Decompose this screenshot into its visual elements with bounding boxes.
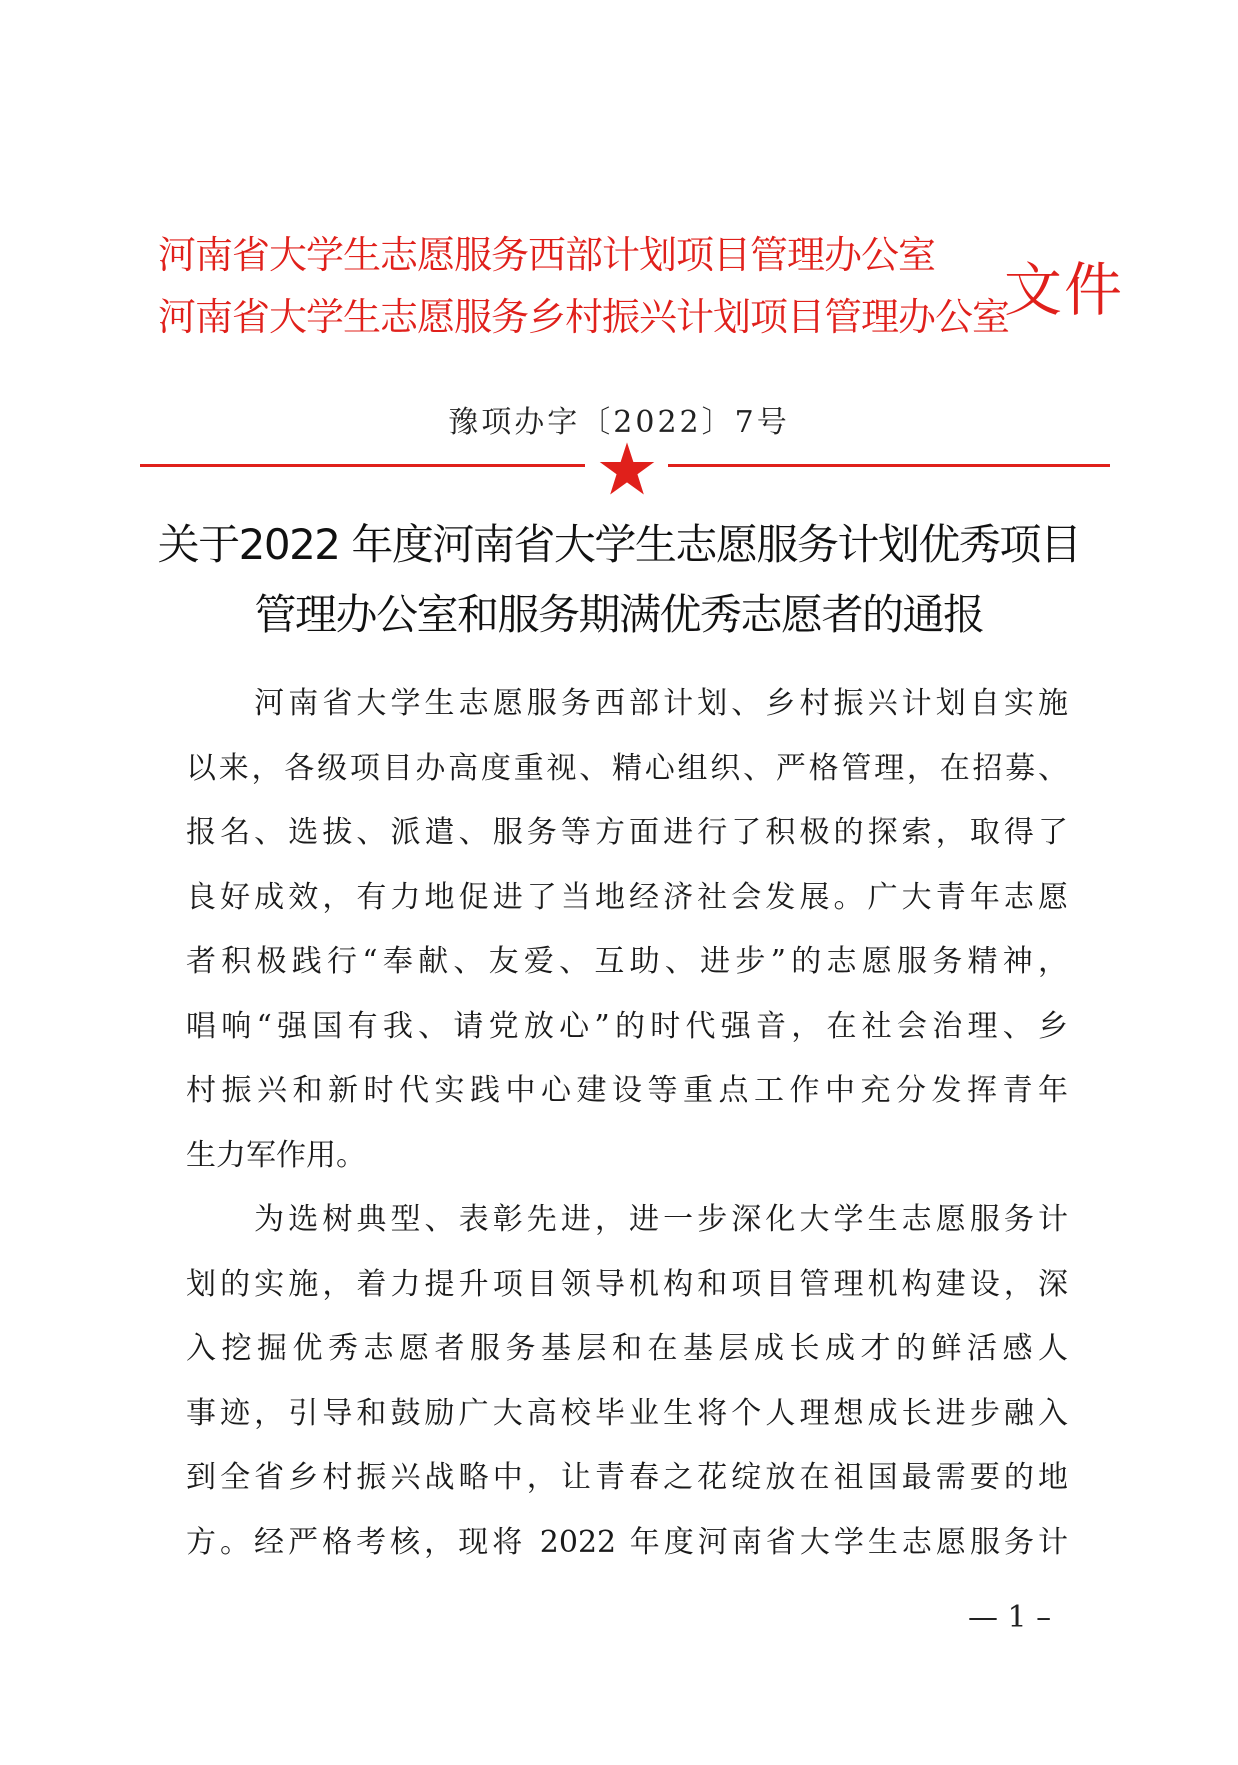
body-line: 河南省大学生志愿服务西部计划、乡村振兴计划自实施 <box>186 686 1068 721</box>
document-body <box>186 672 1068 1575</box>
red-divider-right <box>668 464 1110 467</box>
body-line: 事迹，引导和鼓励广大高校毕业生将个人理想成长进步融入 <box>186 1395 1068 1431</box>
body-line: 者积极践行“奉献、友爱、互助、进步”的志愿服务精神， <box>186 944 1068 979</box>
issuer-block <box>158 224 1008 348</box>
body-line: 村振兴和新时代实践中心建设等重点工作中充分发挥青年 <box>186 1073 1068 1108</box>
body-line: 划的实施，着力提升项目领导机构和项目管理机构建设，深 <box>186 1266 1068 1302</box>
body-line: 唱响“强国有我、请党放心”的时代强音，在社会治理、乡 <box>186 1008 1068 1044</box>
star-icon <box>598 441 656 497</box>
document-number: 豫项办字〔2022〕7号 <box>448 405 790 440</box>
body-line: 生力军作用。 <box>186 1137 366 1173</box>
red-divider-left <box>140 464 585 467</box>
body-line: 良好成效，有力地促进了当地经济社会发展。广大青年志愿 <box>186 879 1068 915</box>
body-line: 方。经严格考核，现将 2022 年度河南省大学生志愿服务计 <box>186 1524 1068 1560</box>
document-title <box>130 510 1108 650</box>
body-line: 入挖掘优秀志愿者服务基层和在基层成长成才的鲜活感人 <box>186 1331 1068 1366</box>
document-type-label: 文件 <box>1004 256 1125 324</box>
issuer-line-1: 河南省大学生志愿服务西部计划项目管理办公室 <box>158 233 936 277</box>
title-line-1: 关于2022 年度河南省大学生志愿服务计划优秀项目 <box>157 520 1081 569</box>
page-number: — 1 – <box>968 1600 1052 1635</box>
issuer-line-2: 河南省大学生志愿服务乡村振兴计划项目管理办公室 <box>158 295 1010 339</box>
body-line: 以来，各级项目办高度重视、精心组织、严格管理，在招募、 <box>186 750 1068 786</box>
body-line: 到全省乡村振兴战略中，让青春之花绽放在祖国最需要的地 <box>186 1460 1068 1495</box>
body-line: 报名、选拔、派遣、服务等方面进行了积极的探索，取得了 <box>186 815 1068 850</box>
body-line: 为选树典型、表彰先进，进一步深化大学生志愿服务计 <box>186 1202 1068 1237</box>
title-line-2: 管理办公室和服务期满优秀志愿者的通报 <box>254 590 984 639</box>
